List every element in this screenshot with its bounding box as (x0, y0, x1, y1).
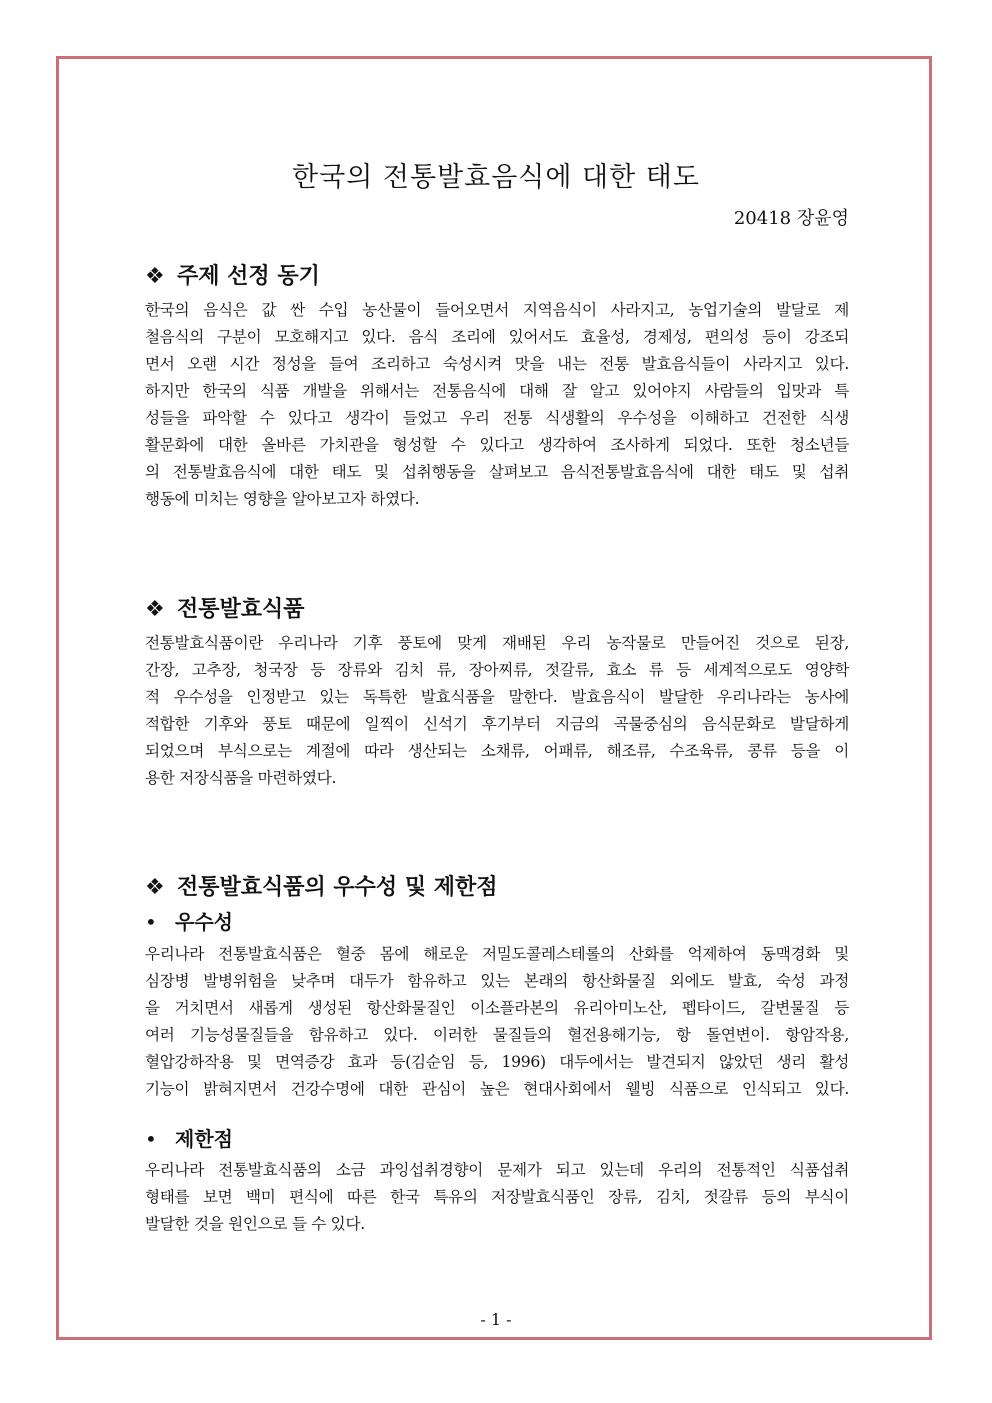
text-line: 심장병 발병위험을 낮추며 대두가 함유하고 있는 본래의 항산화물질 외에도 발효, 숙성 과정 (145, 972, 849, 990)
text-line: 하지만 한국의 식품 개발을 위해서는 전통음식에 대해 잘 알고 있어야지 사람들의 입맛과 특 (145, 382, 849, 400)
section-heading-motivation (145, 261, 320, 292)
section-heading-text: 전통발효식품의 우수성 및 제한점 (177, 874, 498, 900)
text-line: 발달한 것을 원인으로 들 수 있다. (145, 1215, 365, 1233)
paragraph-limits (145, 1157, 849, 1238)
paragraph-fermented-foods (145, 630, 849, 792)
document-title: 한국의 전통발효음식에 대한 태도 (292, 162, 700, 193)
subheading-text: 우수성 (175, 910, 233, 934)
text-line: 형태를 보면 백미 편식에 따른 한국 특유의 저장발효식품인 장류, 김치, 젓갈류 등의 부식이 (145, 1188, 849, 1206)
text-line: 혈압강하작용 및 면역증강 효과 등(김순임 등, 1996) 대두에서는 발견되지 않았던 생리 활성 (145, 1053, 849, 1071)
text-line: 성들을 파악할 수 있다고 생각이 들었고 우리 전통 식생활의 우수성을 이해하고 건전한 식생 (145, 409, 849, 427)
bullet-icon: • (145, 1127, 157, 1151)
section-heading-merits-limits (145, 872, 498, 903)
text-line: 간장, 고추장, 청국장 등 장류와 김치 류, 장아찌류, 젓갈류, 효소 류 등 세계적으로도 영양학 (145, 661, 849, 679)
section-heading-text: 주제 선정 동기 (177, 263, 320, 289)
subheading-merits (145, 908, 233, 936)
text-line: 철음식의 구분이 모호해지고 있다. 음식 조리에 있어서도 효율성, 경제성, 편의성 등이 강조되 (145, 328, 849, 346)
paragraph-merits (145, 941, 849, 1103)
subheading-limits (145, 1125, 233, 1153)
diamond-bullet-icon: ❖ (145, 264, 165, 289)
text-line: 전통발효식품이란 우리나라 기후 풍토에 맞게 재배된 우리 농작물로 만들어진 것으로 된장, (145, 634, 849, 652)
text-line: 적합한 기후와 풍토 때문에 일찍이 신석기 후기부터 지금의 곡물중심의 음식문화로 발달하게 (145, 715, 849, 733)
paragraph-motivation (145, 297, 849, 513)
section-heading-fermented-foods (145, 594, 305, 625)
text-line: 면서 오랜 시간 정성을 들여 조리하고 숙성시켜 맛을 내는 전통 발효음식들이 사라지고 있다. (145, 355, 849, 373)
text-line: 의 전통발효음식에 대한 태도 및 섭취행동을 살펴보고 음식전통발효음식에 대한 태도 및 섭취 (145, 463, 849, 481)
text-line: 한국의 음식은 값 싼 수입 농산물이 들어오면서 지역음식이 사라지고, 농업기술의 발달로 제 (145, 301, 849, 319)
diamond-bullet-icon: ❖ (145, 875, 165, 900)
text-line: 행동에 미치는 영향을 알아보고자 하였다. (145, 490, 420, 508)
diamond-bullet-icon: ❖ (145, 597, 165, 622)
text-line: 용한 저장식품을 마련하였다. (145, 769, 337, 787)
text-line: 여러 기능성물질들을 함유하고 있다. 이러한 물질들의 혈전용해기능, 항 돌연변이. 항암작용, (145, 1026, 849, 1044)
text-line: 되었으며 부식으로는 계절에 따라 생산되는 소채류, 어패류, 해조류, 수조육류, 콩류 등을 이 (145, 742, 849, 760)
bullet-icon: • (145, 910, 157, 934)
text-line: 활문화에 대한 올바른 가치관을 형성할 수 있다고 생각하여 조사하게 되었다. 또한 청소년들 (145, 436, 849, 454)
text-line: 기능이 밝혀지면서 건강수명에 대한 관심이 높은 현대사회에서 웰빙 식품으로 인식되고 있다. (145, 1080, 849, 1098)
section-heading-text: 전통발효식품 (177, 596, 305, 622)
text-line: 적 우수성을 인정받고 있는 독특한 발효식품을 말한다. 발효음식이 발달한 우리나라는 농사에 (145, 688, 849, 706)
author-line: 20418 장윤영 (733, 208, 849, 229)
text-line: 우리나라 전통발효식품은 혈중 몸에 해로운 저밀도콜레스테롤의 산화를 억제하여 동맥경화 및 (145, 945, 849, 963)
text-line: 우리나라 전통발효식품의 소금 과잉섭취경향이 문제가 되고 있는데 우리의 전통적인 식품섭취 (145, 1161, 849, 1179)
page-number: - 1 - (480, 1310, 512, 1329)
subheading-text: 제한점 (175, 1127, 233, 1151)
text-line: 을 거치면서 새롭게 생성된 항산화물질인 이소플라본의 유리아미노산, 펩타이드, 갈변물질 등 (145, 999, 849, 1017)
